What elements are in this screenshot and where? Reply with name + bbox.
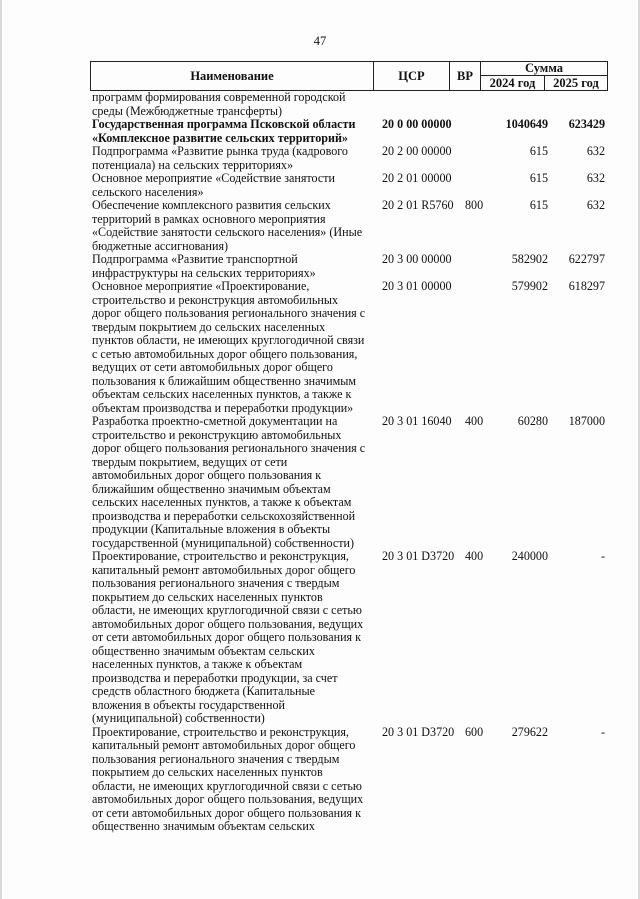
header-year-2024: 2024 год (480, 75, 545, 91)
row-name: Государственная программа Псковской области «Комплексное развитие сельских территорий» (92, 117, 356, 145)
row-sum-2024: 60280 (517, 414, 548, 428)
table-header (90, 61, 608, 91)
row-sum-2025: 632 (586, 198, 605, 212)
row-sum-2024: 240000 (511, 549, 548, 563)
table-row (92, 415, 608, 550)
table-row (92, 253, 608, 280)
row-sum-2024: 279622 (511, 724, 548, 739)
row-name: Обеспечение комплексного развития сельских территорий в рамках основного мероприятия «Содействие занятости сельского населения» (Иные бюджетные ассигнования) (92, 198, 363, 253)
row-sum-2025: 632 (586, 144, 605, 158)
row-name: Проектирование, строительство и реконструкция, капитальный ремонт автомобильных дорог общего пользования регионального значения с твердым покрытием до сельских населенных пунктов области, не имеющих круглогодичной связи с сетью автомобильных дорог общего пользования, ведущих от сети автомобильных дорог общего пользования к общественно значимым объектам сельских населенных пунктов, а также к объектам производства и переработки продукции, за счет средств областного бюджета (Капитальные вложения в объекты государственной (муниципальной) собственности) (92, 549, 364, 725)
row-sum-2025: 187000 (568, 414, 605, 428)
row-csr: 20 2 00 00000 (382, 144, 452, 158)
row-vr: 800 (465, 198, 484, 212)
row-sum-2025: - (600, 724, 605, 739)
row-sum-2025: 618297 (568, 279, 605, 293)
header-vr: ВР (449, 61, 481, 91)
table-row (92, 550, 608, 726)
row-name: Разработка проектно-сметной документации на строительство и реконструкцию автомобильных дорог общего пользования регионального значения с твердым покрытием, ведущих от сети автомобильных дорог общего пользования к ближайшим общественно значимым объектам сельских населенных пунктов, а также к объектам производства и переработки сельскохозяйственной продукции (Капитальные вложения в объекты государственной (муниципальной) собственности) (92, 414, 366, 550)
row-sum-2024: 615 (529, 144, 548, 158)
row-sum-2024: 582902 (511, 252, 548, 266)
row-csr: 20 0 00 00000 (382, 117, 452, 131)
row-sum-2025: 622797 (568, 252, 605, 266)
header-year-2025: 2025 год (544, 75, 608, 91)
row-csr: 20 2 01 00000 (382, 171, 452, 185)
row-name: Проектирование, строительство и реконструкция, капитальный ремонт автомобильных дорог общего пользования регионального значения с твердым покрытием до сельских населенных пунктов области, не имеющих круглогодичной связи с сетью автомобильных дорог общего пользования, ведущих от сети автомобильных дорог общего пользования к общественно значимым объектам сельских (92, 724, 364, 833)
row-name: Основное мероприятие «Проектирование, строительство и реконструкция автомобильных дорог общего пользования регионального значения с твердым покрытием до сельских населенных пунктов области, не имеющих круглогодичной связи с сетью автомобильных дорог общего пользования, ведущих от сети автомобильных дорог общего пользования к ближайшим общественно значимым объектам сельских населенных пунктов, а также к объектам производства и переработки продукции» (92, 279, 366, 415)
table-row (92, 726, 608, 834)
row-sum-2025: 623429 (568, 117, 605, 131)
header-name: Наименование (90, 61, 374, 91)
page-number: 47 (313, 34, 327, 48)
header-sum: Сумма (480, 61, 608, 76)
table-row (92, 118, 608, 145)
scan-edge-left (0, 0, 2, 899)
row-vr: 400 (465, 414, 484, 428)
row-sum-2025: - (600, 549, 605, 563)
row-name: программ формирования современной городской среды (Межбюджетные трансферты) (92, 90, 346, 118)
row-vr: 600 (465, 724, 484, 739)
row-name: Подпрограмма «Развитие транспортной инфраструктуры на сельских территориях» (92, 252, 316, 280)
row-csr: 20 3 01 16040 (382, 414, 452, 428)
table-row (92, 199, 608, 253)
row-vr: 400 (465, 549, 484, 563)
row-csr: 20 3 01 D3720 (382, 549, 455, 563)
row-csr: 20 3 01 D3720 (382, 724, 455, 739)
table-row (92, 280, 608, 415)
table-row (92, 172, 608, 199)
row-csr: 20 3 00 00000 (382, 252, 452, 266)
table-row (92, 91, 608, 118)
row-name: Подпрограмма «Развитие рынка труда (кадрового потенциала) на сельских территориях» (92, 144, 348, 172)
row-sum-2025: 632 (586, 171, 605, 185)
row-csr: 20 2 01 R5760 (382, 198, 454, 212)
row-sum-2024: 579902 (511, 279, 548, 293)
row-sum-2024: 615 (529, 171, 548, 185)
header-csr: ЦСР (373, 61, 450, 91)
row-sum-2024: 1040649 (505, 117, 548, 131)
table-body (92, 91, 608, 834)
row-name: Основное мероприятие «Содействие занятости сельского населения» (92, 171, 336, 199)
row-csr: 20 3 01 00000 (382, 279, 452, 293)
table-row (92, 145, 608, 172)
row-sum-2024: 615 (529, 198, 548, 212)
